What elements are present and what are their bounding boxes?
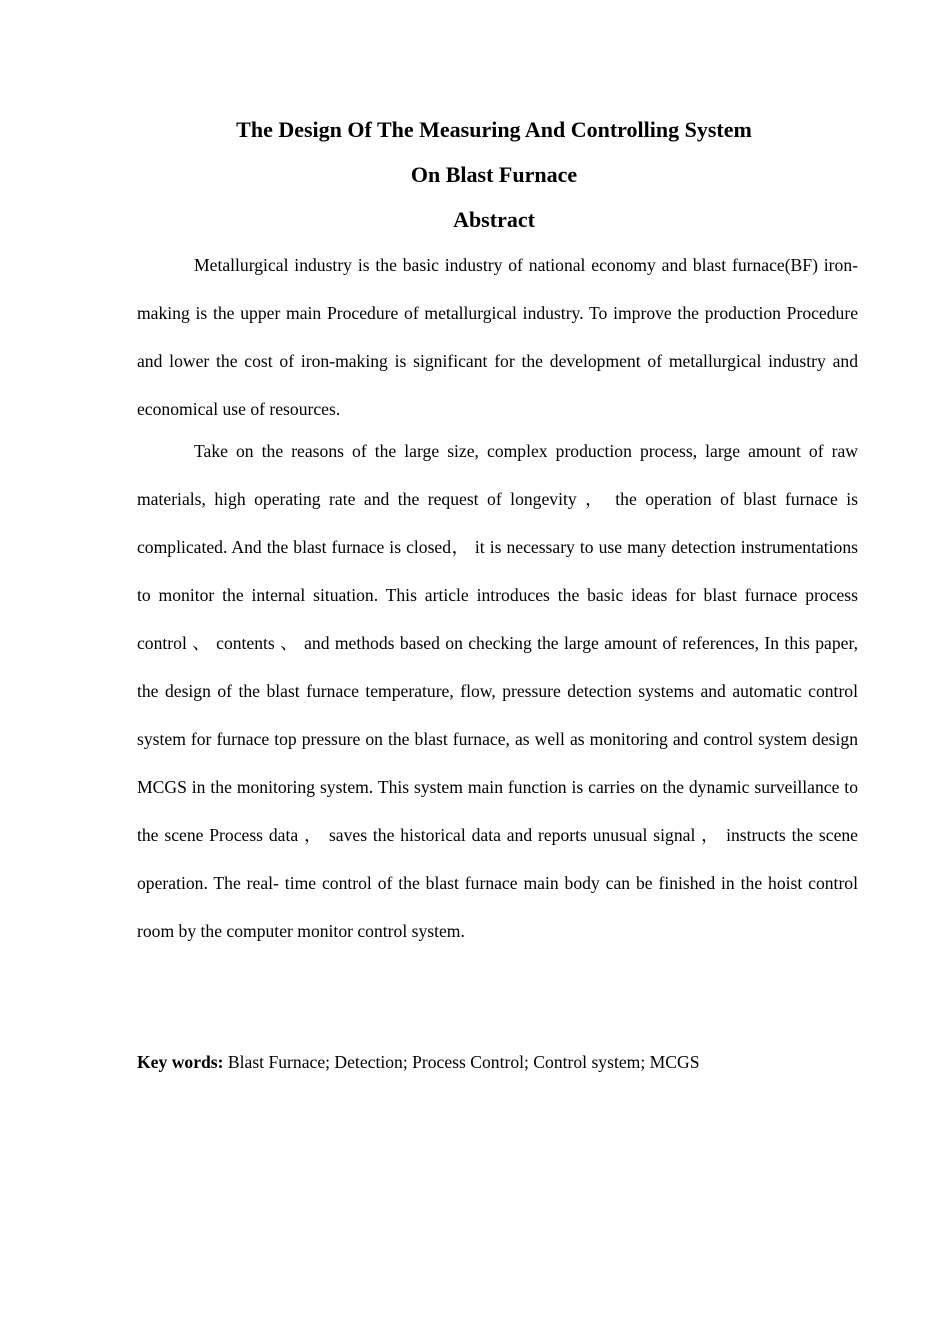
abstract-paragraph-2: Take on the reasons of the large size, complex production process, large amount of raw materials, high operating rate and the request of longevity ， the operation of blast furnace is complicated. And the blast furnace is closed， it is necessary to use many detection instrumentations to monitor the internal situation. This article introduces the basic ideas for blast furnace process control 、 contents 、 and methods based on checking the large amount of references, In this paper, the design of the blast furnace temperature, flow, pressure detection systems and automatic control system for furnace top pressure on the blast furnace, as well as monitoring and control system design MCGS in the monitoring system. This system main function is carries on the dynamic surveillance to the scene Process data ， saves the historical data and reports unusual signal ， instructs the scene operation. The real- time control of the blast furnace main body can be finished in the hoist control room by the computer monitor control system.: [137, 441, 858, 941]
keywords-line: [137, 1050, 858, 1074]
keywords-label: Key words:: [137, 1052, 224, 1072]
keywords-text: Blast Furnace; Detection; Process Control; Control system; MCGS: [227, 1052, 700, 1072]
abstract-paragraph-1: Metallurgical industry is the basic industry of national economy and blast furnace(BF) iron-making is the upper main Procedure of metallurgical industry. To improve the production Procedure and lower the cost of iron-making is significant for the development of metallurgical industry and economical use of resources.: [137, 255, 858, 419]
paper-title-line-2: On Blast Furnace: [410, 162, 578, 187]
paper-title-line-1: The Design Of The Measuring And Controlling System: [236, 117, 752, 142]
abstract-heading: Abstract: [453, 207, 535, 232]
